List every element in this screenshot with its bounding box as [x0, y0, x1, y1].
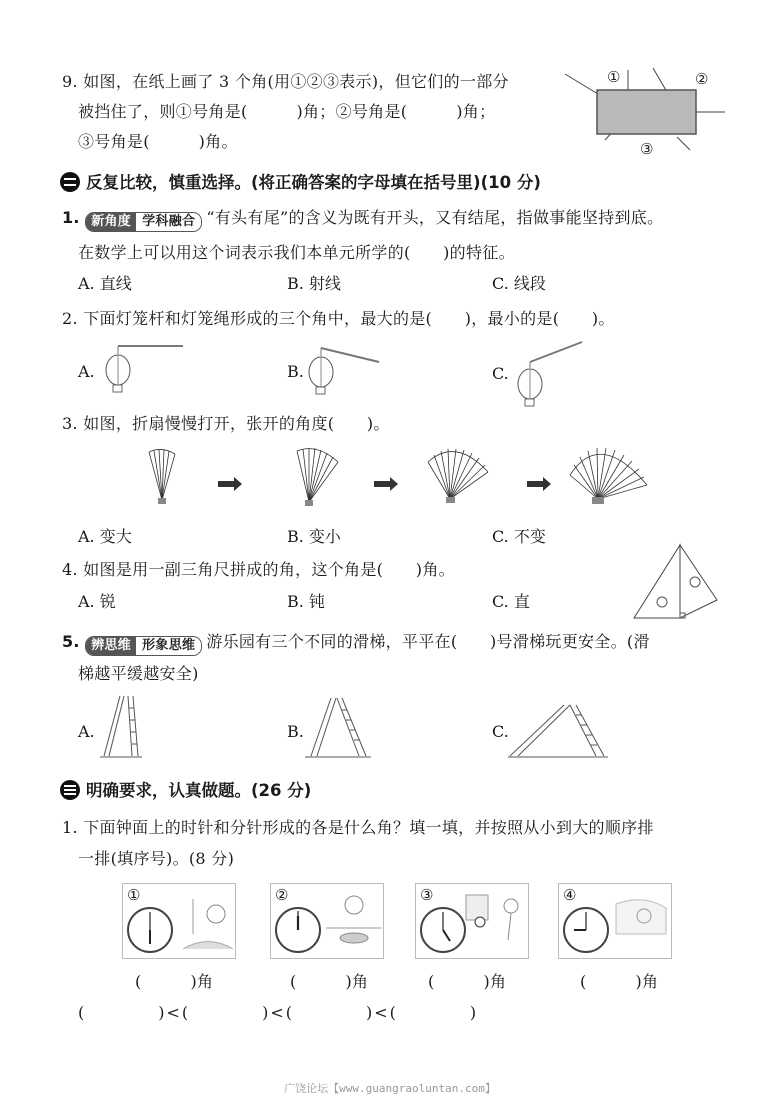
child-at-desk-illustration — [178, 894, 233, 954]
s2-q3-option-b: B. 变小 — [287, 527, 341, 546]
clock-card-3: ③ — [415, 883, 529, 959]
lantern-c-icon — [510, 340, 590, 410]
s2-q4-option-a: A. 锐 — [78, 592, 116, 611]
s3-q1-line2: 一排(填序号)。(8 分) — [78, 849, 235, 868]
clock-face-icon — [562, 906, 612, 956]
clock-4-answer[interactable]: ( )角 — [580, 972, 659, 991]
arrow-right-icon-2 — [374, 477, 404, 491]
clock-card-4: ④ — [558, 883, 672, 959]
s2-q3-option-c: C. 不变 — [492, 527, 546, 546]
watermark-footer: 广饶论坛【www.guangraoluntan.com】 — [284, 1082, 496, 1095]
s2-q1-line2: 在数学上可以用这个词表示我们本单元所学的( )的特征。 — [78, 243, 515, 262]
s2-q4-text: 4. 如图是用一副三角尺拼成的角，这个角是( )角。 — [62, 560, 455, 579]
slide-b-icon — [303, 694, 373, 760]
arrow-right-icon-3 — [527, 477, 557, 491]
q9-line2: 被挡住了，则①号角是( )角；②号角是( )角； — [78, 102, 496, 121]
figure-label-3: ③ — [640, 140, 654, 158]
lantern-a-icon — [100, 340, 180, 400]
section2-title-text: 反复比较，慎重选择。(将正确答案的字母填在括号里)(10 分) — [86, 173, 541, 192]
clock-card-1: ① — [122, 883, 236, 959]
s2-q5-option-b: B. — [287, 722, 304, 741]
arrow-right-icon-1 — [218, 477, 248, 491]
section3-title — [60, 780, 311, 802]
s2-q1-option-a: A. 直线 — [78, 274, 132, 293]
s2-q1-option-c: C. 线段 — [492, 274, 546, 293]
clock-face-icon — [126, 906, 176, 956]
s2-q3-option-a: A. 变大 — [78, 527, 132, 546]
section2-title — [60, 172, 541, 194]
child-sleeping-illustration — [614, 894, 669, 944]
s2-q4-option-c: C. 直 — [492, 592, 530, 611]
s2-q5-line2: 梯越平缓越安全) — [78, 664, 199, 683]
q9-line1: 9. 如图，在纸上画了 3 个角(用①②③表示)，但它们的一部分 — [62, 72, 509, 91]
s2-q3-text: 3. 如图，折扇慢慢打开，张开的角度( )。 — [62, 414, 390, 433]
fan-stage-2-icon — [295, 447, 345, 512]
clock-3-answer[interactable]: ( )角 — [428, 972, 507, 991]
child-eating-illustration — [326, 890, 381, 950]
child-playing-football-illustration — [466, 890, 526, 950]
s2-q2-text: 2. 下面灯笼杆和灯笼绳形成的三个角中，最大的是( )，最小的是( )。 — [62, 309, 615, 328]
s2-q2-option-c: C. — [492, 364, 509, 383]
clock-face-icon — [274, 906, 324, 956]
fan-stage-4-icon — [570, 447, 660, 517]
clock-face-icon — [419, 906, 469, 956]
s2-q5-option-c: C. — [492, 722, 509, 741]
section-number-icon-3 — [60, 780, 80, 800]
fan-stage-3-icon — [428, 447, 498, 512]
new-angle-badge: 新角度 学科融合 — [85, 212, 202, 232]
section3-title-text: 明确要求，认真做题。(26 分) — [86, 781, 312, 800]
lantern-b-icon — [307, 340, 387, 400]
set-square-angle-figure — [632, 540, 722, 620]
slide-a-icon — [100, 694, 150, 760]
figure-label-2: ② — [695, 70, 709, 88]
section-number-icon-2 — [60, 172, 80, 192]
s2-q1-line1: 1. 新角度 学科融合 “有头有尾”的含义为既有开头，又有结尾，指做事能坚持到底。 — [62, 208, 663, 232]
slide-c-icon — [508, 700, 608, 766]
s2-q4-option-b: B. 钝 — [287, 592, 325, 611]
s2-q5-line1: 5. 辨思维 形象思维 游乐园有三个不同的滑梯，平平在( )号滑梯玩更安全。(滑 — [62, 632, 650, 656]
clock-1-answer[interactable]: ( )角 — [135, 972, 214, 991]
fan-stage-1-icon — [145, 450, 185, 510]
s2-q5-option-a: A. — [78, 722, 95, 741]
thinking-badge: 辨思维 形象思维 — [85, 636, 202, 656]
figure-label-1: ① — [607, 68, 621, 86]
s2-q2-option-a: A. — [78, 362, 95, 381]
clock-2-answer[interactable]: ( )角 — [290, 972, 369, 991]
covered-angles-figure — [565, 62, 735, 157]
s2-q1-option-b: B. 射线 — [287, 274, 341, 293]
s2-q2-option-b: B. — [287, 362, 304, 381]
clock-card-2: ② — [270, 883, 384, 959]
s3-q1-line1: 1. 下面钟面上的时针和分针形成的各是什么角？填一填，并按照从小到大的顺序排 — [62, 818, 654, 837]
order-answer-line[interactable]: ( )<( )<( )<( ) — [78, 1003, 479, 1022]
q9-line3: ③号角是( )角。 — [78, 132, 238, 151]
